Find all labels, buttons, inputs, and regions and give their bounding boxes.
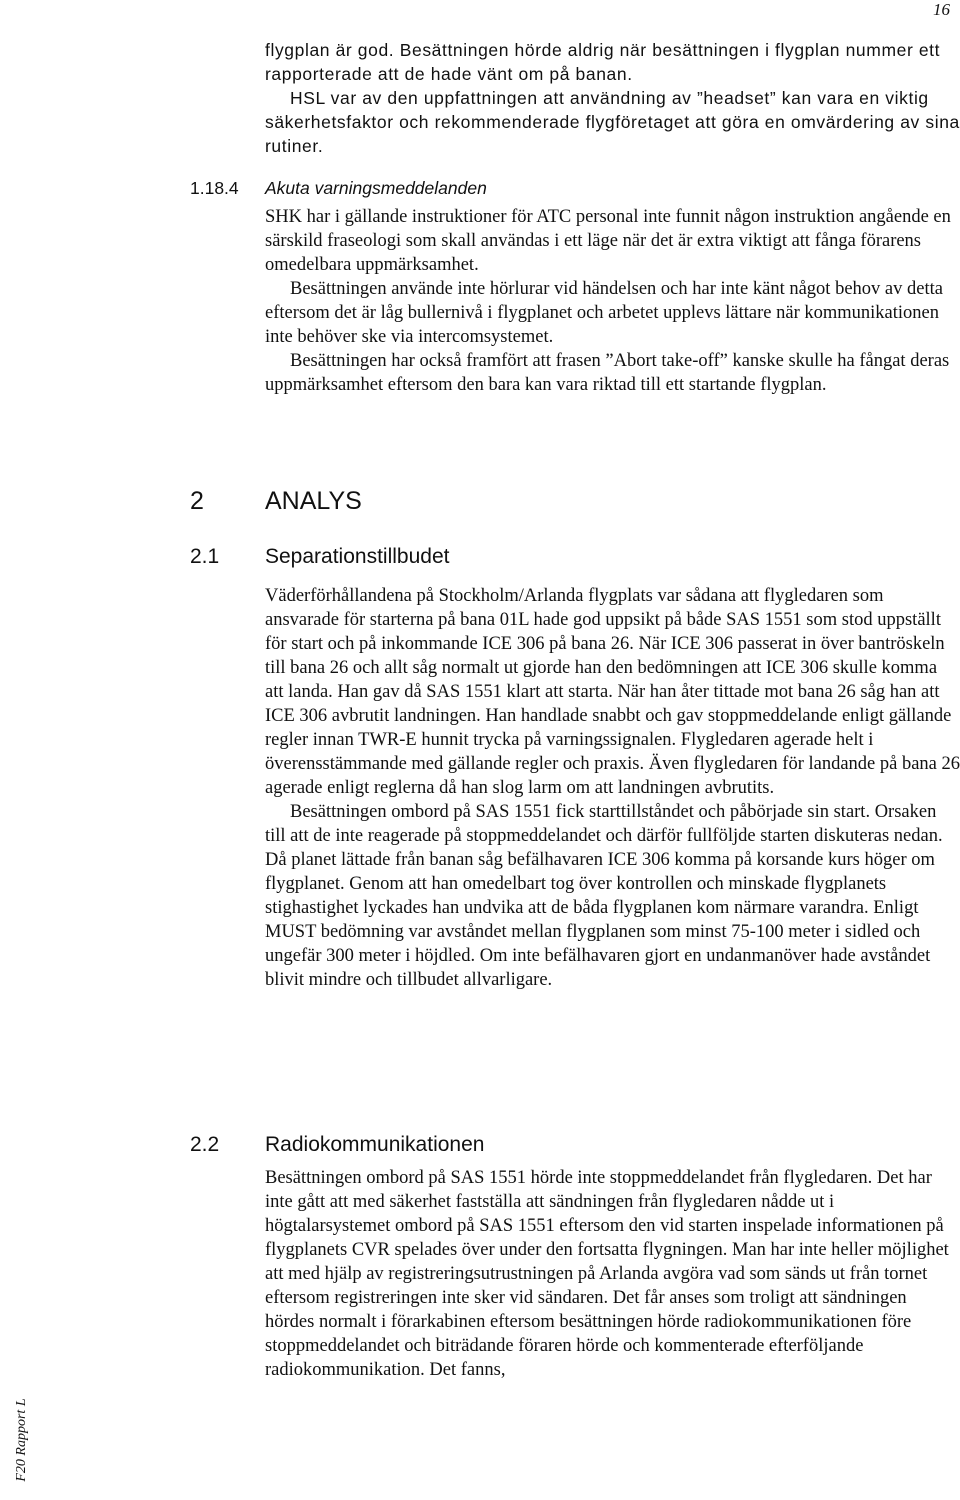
body-paragraph: Besättningen har också framfört att frasen ”Abort take-off” kanske skulle ha fångat deras uppmärksamhet eftersom den bara kan vara riktad till ett startande flygplan. — [265, 351, 950, 395]
section-heading-2-1 — [190, 545, 449, 569]
body-paragraph: Besättningen använde inte hörlurar vid händelsen och har inte känt något behov av detta eftersom det är låg bullernivå i flygplanet och arbetet upplevs lättare när kommunikationen inte behöver ske via intercomsystemet. — [265, 279, 943, 347]
section-title: Separationstillbudet — [265, 545, 450, 568]
intro-paragraph: HSL var av den uppfattningen att användning av ”headset” kan vara en viktig säkerhetsfaktor och rekommenderade flygföretaget att göra en omvärdering av sina rutiner. — [265, 88, 960, 156]
section-1-18-4-body — [265, 205, 960, 397]
page-number: 16 — [933, 0, 950, 19]
chapter-title: ANALYS — [265, 487, 362, 515]
section-heading-2-2 — [190, 1133, 484, 1157]
report-sidebar-label: F20 Rapport L — [14, 1398, 29, 1482]
body-paragraph: SHK har i gällande instruktioner för ATC personal inte funnit någon instruktion angående en särskild fraseologi som skall användas i ett läge när det är extra viktigt att fånga förarens omedelbara uppmärksamhet. — [265, 207, 951, 275]
section-title: Akuta varningsmeddelanden — [265, 178, 487, 198]
section-title: Radiokommunikationen — [265, 1133, 485, 1156]
chapter-number: 2 — [190, 487, 204, 515]
intro-paragraph: flygplan är god. Besättningen hörde aldrig när besättningen i flygplan nummer ett rapporterade att de hade vänt om på banan. — [265, 40, 941, 84]
section-number: 2.2 — [190, 1133, 220, 1156]
section-heading-1-18-4 — [190, 178, 487, 199]
body-paragraph: Väderförhållandena på Stockholm/Arlanda flygplats var sådana att flygledaren som ansvarade för starterna på bana 01L hade god uppsikt på både SAS 1551 som stod uppställt för start och på inkommande ICE 306 på bana 26. När ICE 306 passerat in över bantröskeln till bana 26 och allt såg normalt ut gjorde han den bedömningen att ICE 306 skulle komma att landa. Han gav då SAS 1551 klart att starta. När han åter tittade mot bana 26 såg han att ICE 306 avbrutit landningen. Han handlade snabbt och gav stoppmeddelande enligt gällande regler innan TWR-E hunnit trycka på varningssignalen. Flygledaren agerade helt i överensstämmande med gällande regler och praxis. Även flygledaren för landande på bana 26 agerade enligt reglerna då han slog larm om att landningen avbrutits. — [265, 586, 960, 798]
intro-block — [265, 38, 960, 158]
section-number: 1.18.4 — [190, 178, 239, 198]
section-2-2-body — [265, 1166, 960, 1382]
body-paragraph: Besättningen ombord på SAS 1551 fick starttillståndet och påbörjade sin start. Orsaken till att de inte reagerade på stoppmeddelandet och därför fullföljde starten diskuteras nedan. Då planet lättade från banan såg befälhavaren ICE 306 komma på korsande kurs höger om flygplanet. Genom att han omedelbart tog över kontrollen och minskade flygplanets stighastighet lyckades han undvika att de båda flygplanen kom närmare varandra. Enligt MUST bedömning var avståndet mellan flygplanen som minst 75-100 meter i sidled och ungefär 300 meter i höjdled. Om inte befälhavaren gjort en undanmanöver hade avståndet blivit mindre och tillbudet allvarligare. — [265, 802, 943, 990]
section-2-1-body — [265, 584, 960, 992]
body-paragraph: Besättningen ombord på SAS 1551 hörde inte stoppmeddelandet från flygledaren. Det har inte gått att med säkerhet fastställa att sändningen från flygledaren nådde ut i högtalarsystemet ombord på SAS 1551 eftersom den vid starten inspelade informationen på flygplanets CVR spelades över under den fortsatta flygningen. Man har inte heller möjlighet att med hjälp av registreringsutrustningen på Arlanda avgöra vad som sänds ut från tornet eftersom registreringen inte sker vid sändaren. Det får anses som troligt att sändningen hördes normalt i förarkabinen eftersom besättningen hörde radiokommunikationen före stoppmeddelandet och biträdande föraren hörde och kommenterade efterföljande radiokommunikation. Det fanns, — [265, 1168, 949, 1380]
section-number: 2.1 — [190, 545, 220, 568]
chapter-heading-2 — [190, 487, 362, 516]
